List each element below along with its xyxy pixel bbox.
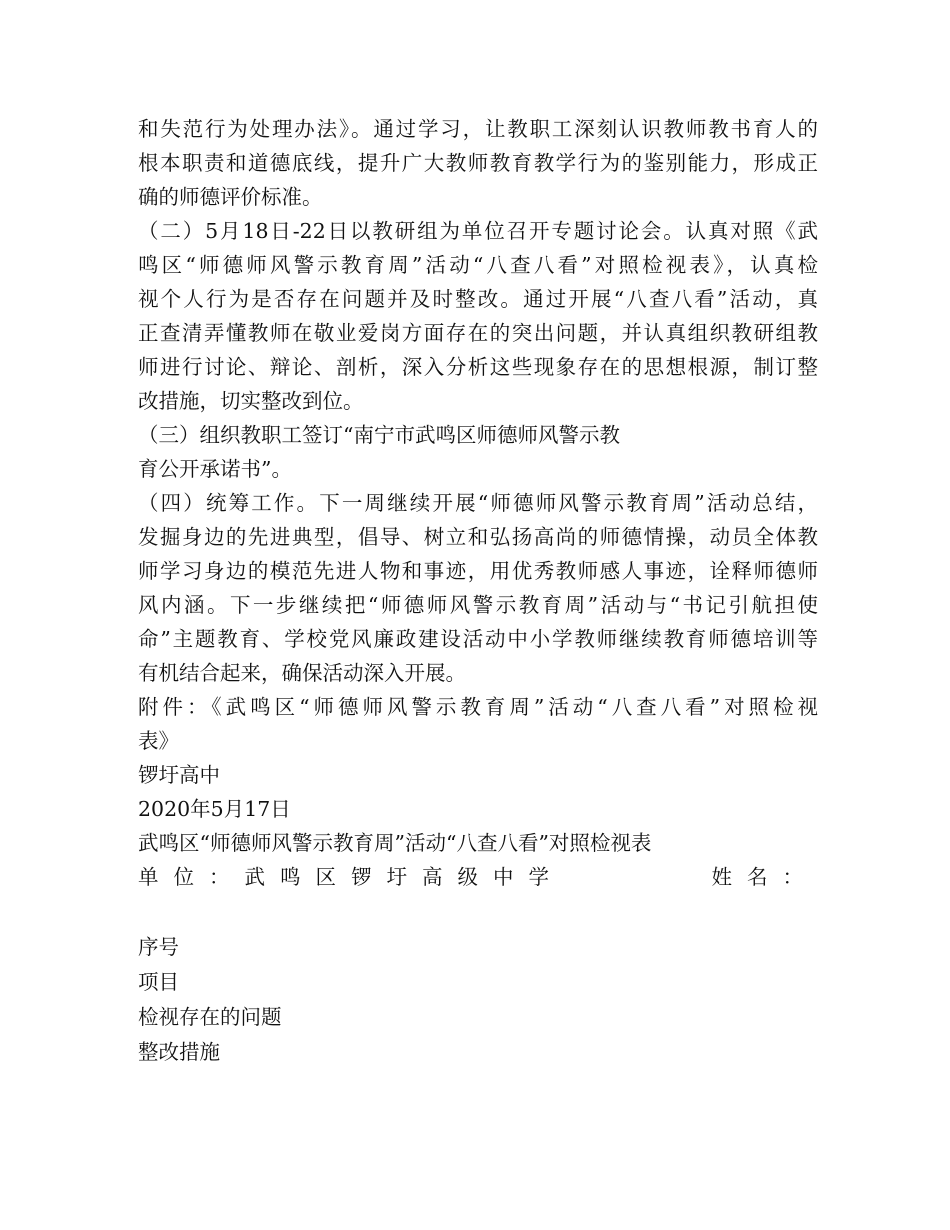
form-fields-row: [138, 860, 818, 894]
document-date: 2020年5月17日: [138, 797, 291, 821]
text-line: 根本职责和道德底线，提升广大教师教育教学行为的鉴别能力，形成正: [138, 151, 818, 175]
attachment-note: [138, 690, 818, 758]
document-page: [138, 112, 818, 1070]
section-3-paragraph: [138, 418, 818, 486]
table-header-cell: 项目: [138, 970, 179, 994]
text-line: 正查清弄懂教师在敬业爱岗方面存在的突出问题，并认真组织教研组教: [138, 321, 818, 345]
intro-paragraph: [138, 112, 818, 214]
table-header-cell: 整改措施: [138, 1040, 220, 1064]
text-line: 发掘身边的先进典型，倡导、树立和弘扬高尚的师德情操，动员全体教: [138, 525, 818, 549]
section-2-paragraph: [138, 214, 818, 418]
text-line: 命”主题教育、学校党风廉政建设活动中小学教师继续教育师德培训等: [138, 627, 818, 651]
table-header-list: [138, 930, 818, 1070]
signature-block: [138, 758, 818, 826]
table-header-cell: 检视存在的问题: [138, 1005, 282, 1029]
text-line: 和失范行为处理办法》。通过学习，让教职工深刻认识教师教书育人的: [138, 117, 818, 141]
text-line: 表》: [138, 729, 179, 753]
text-line: （四）统筹工作。下一周继续开展“师德师风警示教育周”活动总结，: [138, 491, 818, 515]
table-title: 武鸣区“师德师风警示教育周”活动“八查八看”对照检视表: [138, 831, 652, 855]
text-line: 视个人行为是否存在问题并及时整改。通过开展“八查八看”活动，真: [138, 287, 818, 311]
text-line: 师进行讨论、辩论、剖析，深入分析这些现象存在的思想根源，制订整: [138, 355, 818, 379]
unit-field: 单位：武鸣区锣圩高级中学: [138, 865, 564, 889]
text-line: 附件：《武鸣区“师德师风警示教育周”活动“八查八看”对照检视: [138, 695, 818, 719]
text-line: （二）5月18日-22日以教研组为单位召开专题讨论会。认真对照《武: [138, 219, 818, 243]
school-name: 锣圩高中: [138, 763, 220, 787]
text-line: 有机结合起来，确保活动深入开展。: [138, 661, 466, 685]
text-line: 育公开承诺书”。: [138, 457, 292, 481]
spacer: [138, 894, 818, 930]
text-line: 确的师德评价标准。: [138, 185, 323, 209]
text-line: （三）组织教职工签订“南宁市武鸣区师德师风警示教: [138, 423, 620, 447]
text-line: 鸣区“师德师风警示教育周”活动“八查八看”对照检视表》，认真检: [138, 253, 818, 277]
text-line: 改措施，切实整改到位。: [138, 389, 364, 413]
text-line: 风内涵。下一步继续把“师德师风警示教育周”活动与“书记引航担使: [138, 593, 818, 617]
name-field: 姓名：: [711, 865, 818, 889]
table-header-cell: 序号: [138, 935, 179, 959]
section-4-paragraph: [138, 486, 818, 690]
text-line: 师学习身边的模范先进人物和事迹，用优秀教师感人事迹，诠释师德师: [138, 559, 818, 583]
